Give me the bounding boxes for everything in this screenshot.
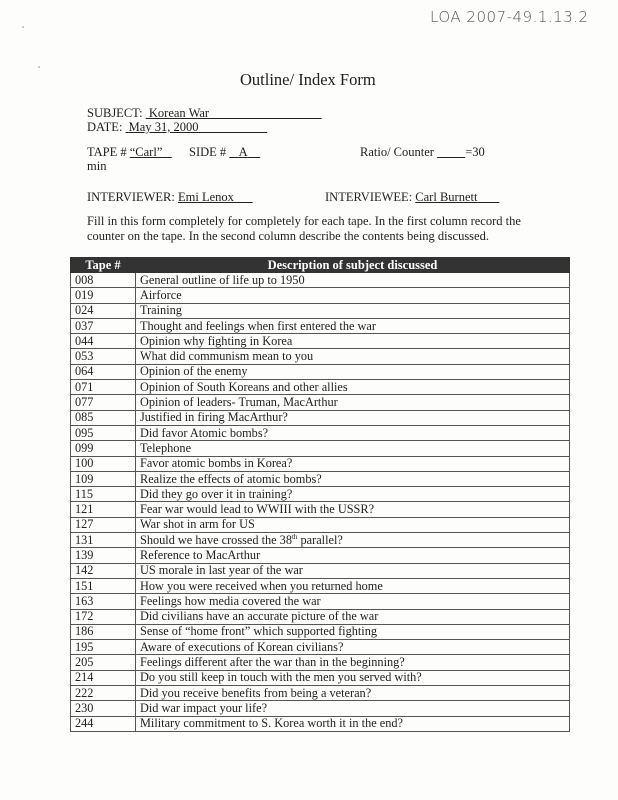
tape-counter: 100 bbox=[71, 456, 136, 471]
table-row bbox=[71, 578, 570, 593]
date-label: DATE: bbox=[87, 120, 126, 134]
header-description: Description of subject discussed bbox=[136, 258, 570, 273]
subject-description: Training bbox=[136, 303, 570, 318]
tape-counter: 095 bbox=[71, 425, 136, 440]
table-row bbox=[71, 701, 570, 716]
header-tape: Tape # bbox=[71, 258, 136, 273]
instructions-line-2: counter on the tape. In the second column describe the contents being discussed. bbox=[87, 229, 489, 243]
table-row bbox=[71, 273, 570, 288]
interviewer-value: Emi Lenox bbox=[178, 190, 234, 204]
tape-counter: 142 bbox=[71, 563, 136, 578]
subject-description: Did war impact your life? bbox=[136, 701, 570, 716]
handwritten-accession-number: LOA 2007-49.1.13.2 bbox=[430, 8, 589, 26]
tape-counter: 053 bbox=[71, 349, 136, 364]
table-row bbox=[71, 380, 570, 395]
side-field bbox=[189, 145, 260, 160]
subject-description: Fear war would lead to WWIII with the USSR? bbox=[136, 502, 570, 517]
tape-counter: 172 bbox=[71, 609, 136, 624]
ratio-unit: min bbox=[87, 159, 107, 173]
table-row bbox=[71, 655, 570, 670]
tape-counter: 071 bbox=[71, 380, 136, 395]
date-field bbox=[87, 120, 267, 135]
table-row bbox=[71, 410, 570, 425]
tape-counter: 121 bbox=[71, 502, 136, 517]
scan-speck bbox=[38, 66, 40, 68]
subject-description: What did communism mean to you bbox=[136, 349, 570, 364]
subject-description: Opinion why fighting in Korea bbox=[136, 334, 570, 349]
instructions-line-1: Fill in this form completely for completely for each tape. In the first column record the bbox=[87, 214, 521, 228]
tape-field bbox=[87, 145, 172, 160]
table-row bbox=[71, 716, 570, 731]
table-row bbox=[71, 502, 570, 517]
table-row bbox=[71, 395, 570, 410]
table-row bbox=[71, 334, 570, 349]
scan-speck bbox=[22, 26, 24, 28]
subject-description: Sense of “home front” which supported fighting bbox=[136, 624, 570, 639]
tape-value: “Carl” bbox=[129, 145, 163, 159]
table-row bbox=[71, 624, 570, 639]
table-row bbox=[71, 471, 570, 486]
tape-counter: 037 bbox=[71, 318, 136, 333]
subject-description: Did they go over it in training? bbox=[136, 487, 570, 502]
page-title: Outline/ Index Form bbox=[240, 70, 376, 89]
tape-counter: 044 bbox=[71, 334, 136, 349]
tape-counter: 151 bbox=[71, 578, 136, 593]
tape-counter: 205 bbox=[71, 655, 136, 670]
table-row bbox=[71, 686, 570, 701]
table-row bbox=[71, 349, 570, 364]
interviewer-label: INTERVIEWER: bbox=[87, 190, 178, 204]
subject-description: Did favor Atomic bombs? bbox=[136, 425, 570, 440]
tape-counter: 109 bbox=[71, 471, 136, 486]
ordinal-superscript: th bbox=[291, 532, 298, 541]
interviewee-field bbox=[325, 190, 499, 205]
subject-description: Military commitment to S. Korea worth it in the end? bbox=[136, 716, 570, 731]
subject-description: Opinion of the enemy bbox=[136, 364, 570, 379]
index-table bbox=[70, 257, 570, 732]
subject-description: Reference to MacArthur bbox=[136, 548, 570, 563]
interviewee-value: Carl Burnett bbox=[415, 190, 478, 204]
subject-description bbox=[136, 533, 570, 548]
description-part: parallel? bbox=[297, 532, 343, 547]
tape-counter: 195 bbox=[71, 640, 136, 655]
tape-counter: 222 bbox=[71, 686, 136, 701]
tape-counter: 085 bbox=[71, 410, 136, 425]
subject-description: Telephone bbox=[136, 441, 570, 456]
table-row bbox=[71, 548, 570, 563]
tape-counter: 214 bbox=[71, 670, 136, 685]
subject-description: General outline of life up to 1950 bbox=[136, 273, 570, 288]
tape-counter: 163 bbox=[71, 594, 136, 609]
tape-counter: 244 bbox=[71, 716, 136, 731]
table-row bbox=[71, 640, 570, 655]
table-row bbox=[71, 517, 570, 532]
ratio-label: Ratio/ Counter bbox=[360, 145, 438, 159]
tape-counter: 064 bbox=[71, 364, 136, 379]
table-row bbox=[71, 441, 570, 456]
table-row bbox=[71, 594, 570, 609]
subject-description: Opinion of South Koreans and other allies bbox=[136, 380, 570, 395]
interviewer-field bbox=[87, 190, 253, 205]
tape-counter: 139 bbox=[71, 548, 136, 563]
subject-description: US morale in last year of the war bbox=[136, 563, 570, 578]
table-row bbox=[71, 609, 570, 624]
subject-description: Airforce bbox=[136, 288, 570, 303]
tape-counter: 186 bbox=[71, 624, 136, 639]
subject-description: War shot in arm for US bbox=[136, 517, 570, 532]
date-value: May 31, 2000 bbox=[128, 120, 199, 134]
ratio-field bbox=[360, 145, 485, 160]
description-part: Should we have crossed the 38 bbox=[140, 532, 292, 547]
subject-description: Feelings how media covered the war bbox=[136, 594, 570, 609]
table-row bbox=[71, 487, 570, 502]
tape-counter: 131 bbox=[71, 533, 136, 548]
tape-counter: 099 bbox=[71, 441, 136, 456]
subject-description: Aware of executions of Korean civilians? bbox=[136, 640, 570, 655]
tape-counter: 127 bbox=[71, 517, 136, 532]
table-row bbox=[71, 670, 570, 685]
tape-counter: 008 bbox=[71, 273, 136, 288]
subject-description: How you were received when you returned home bbox=[136, 578, 570, 593]
table-row bbox=[71, 364, 570, 379]
subject-description: Did civilians have an accurate picture of the war bbox=[136, 609, 570, 624]
table-header-row bbox=[71, 258, 570, 273]
subject-field bbox=[87, 106, 322, 121]
table-row bbox=[71, 425, 570, 440]
subject-description: Do you still keep in touch with the men you served with? bbox=[136, 670, 570, 685]
side-label: SIDE # bbox=[189, 145, 230, 159]
subject-description: Thought and feelings when first entered the war bbox=[136, 318, 570, 333]
subject-description: Feelings different after the war than in the beginning? bbox=[136, 655, 570, 670]
interviewee-label: INTERVIEWEE: bbox=[325, 190, 416, 204]
tape-counter: 115 bbox=[71, 487, 136, 502]
table-row bbox=[71, 456, 570, 471]
subject-description: Did you receive benefits from being a veteran? bbox=[136, 686, 570, 701]
table-row bbox=[71, 318, 570, 333]
side-value: A bbox=[238, 145, 248, 159]
subject-description: Justified in firing MacArthur? bbox=[136, 410, 570, 425]
tape-counter: 024 bbox=[71, 303, 136, 318]
tape-counter: 230 bbox=[71, 701, 136, 716]
subject-description: Opinion of leaders- Truman, MacArthur bbox=[136, 395, 570, 410]
table-row bbox=[71, 288, 570, 303]
subject-label: SUBJECT: bbox=[87, 106, 146, 120]
tape-counter: 077 bbox=[71, 395, 136, 410]
subject-description: Realize the effects of atomic bombs? bbox=[136, 471, 570, 486]
table-row bbox=[71, 533, 570, 548]
ratio-value: =30 bbox=[465, 145, 485, 159]
tape-counter: 019 bbox=[71, 288, 136, 303]
subject-description: Favor atomic bombs in Korea? bbox=[136, 456, 570, 471]
subject-value: Korean War bbox=[148, 106, 210, 120]
table-row bbox=[71, 303, 570, 318]
table-row bbox=[71, 563, 570, 578]
tape-label: TAPE # bbox=[87, 145, 130, 159]
